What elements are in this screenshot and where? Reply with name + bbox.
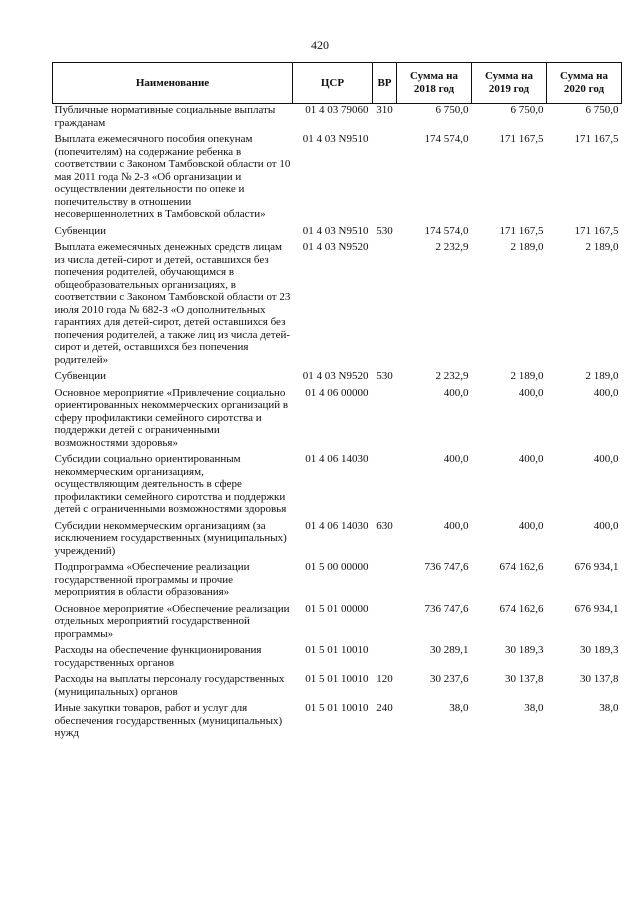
row-sum-2020: 676 934,1	[574, 561, 619, 573]
row-vr	[373, 561, 397, 603]
row-vr	[373, 603, 397, 645]
table-header	[53, 63, 622, 104]
row-sum-2019: 400,0	[518, 519, 544, 532]
row-vr: 120	[376, 673, 393, 685]
row-name: Публичные нормативные социальные выплаты гражданам	[54, 104, 276, 129]
row-sum-2019: 400,0	[518, 386, 544, 399]
row-sum-2018: 30 237,6	[430, 673, 469, 685]
header-sum-2018: Сумма на 2018 год	[397, 63, 472, 104]
row-csr: 01 5 01 10010	[305, 644, 369, 656]
row-sum-2020: 30 137,8	[580, 673, 619, 685]
row-sum-2018: 6 750,0	[435, 104, 469, 116]
row-sum-2019: 171 167,5	[499, 224, 544, 237]
row-sum-2020: 6 750,0	[585, 104, 619, 116]
row-name: Основное мероприятие «Привлечение социально ориентированных некоммерческих организаций в сферу профилактики семейного сиротства и поддержки детей с ограниченными возможностями здоровья»	[54, 386, 289, 449]
row-csr: 01 4 06 00000	[305, 386, 369, 399]
row-vr	[373, 133, 397, 225]
table-row	[53, 104, 622, 134]
row-csr: 01 4 06 14030	[305, 519, 369, 532]
budget-table	[52, 62, 622, 744]
row-sum-2018: 30 289,1	[430, 644, 469, 656]
table-row	[53, 453, 622, 520]
row-sum-2019: 400,0	[518, 453, 544, 465]
row-csr: 01 5 01 00000	[305, 602, 369, 615]
row-sum-2019: 30 137,8	[505, 673, 544, 685]
row-name: Расходы на выплаты персоналу государственных (муниципальных) органов	[54, 673, 285, 698]
header-sum-2020: Сумма на 2020 год	[547, 63, 622, 104]
table-row	[53, 673, 622, 702]
table-row	[53, 241, 622, 370]
row-sum-2018: 400,0	[443, 453, 469, 465]
row-sum-2020: 30 189,3	[580, 644, 619, 656]
row-sum-2020: 400,0	[593, 453, 619, 465]
row-vr: 530	[376, 370, 393, 382]
table-row	[53, 603, 622, 645]
row-vr	[373, 241, 397, 370]
table-row	[53, 702, 622, 744]
row-csr: 01 4 06 14030	[305, 453, 369, 465]
row-vr: 240	[376, 702, 393, 714]
row-name: Расходы на обеспечение функционирования государственных органов	[54, 644, 262, 669]
row-name: Субсидии некоммерческим организациям (за исключением государственных (муниципальных) учреждений)	[54, 519, 287, 557]
row-name: Подпрограмма «Обеспечение реализации государственной программы и прочие мероприятия в области образования»	[54, 561, 250, 598]
row-name: Субвенции	[54, 224, 107, 237]
table-body	[53, 104, 622, 744]
row-vr: 630	[376, 519, 393, 532]
row-name: Выплата ежемесячного пособия опекунам (попечителям) на содержание ребенка в соответствии с Законом Тамбовской области от 10 мая 2011 года № 2-З «Об организации и осуществлении деятельности по опеке и попечительству в отношении несовершеннолетних в Тамбовской области»	[54, 133, 291, 220]
row-sum-2018: 400,0	[443, 386, 469, 399]
row-sum-2019: 30 189,3	[505, 644, 544, 656]
table-row	[53, 387, 622, 454]
row-csr: 01 4 03 N9520	[302, 241, 369, 253]
row-vr: 310	[376, 104, 393, 116]
row-sum-2020: 2 189,0	[585, 241, 619, 253]
row-vr	[373, 387, 397, 454]
header-csr: ЦСР	[293, 63, 373, 104]
row-sum-2020: 400,0	[593, 519, 619, 532]
row-sum-2020: 2 189,0	[585, 370, 619, 382]
row-name: Субсидии социально ориентированным некоммерческим организациям, осуществляющим деятельность в сфере профилактики семейного сиротства и поддержки детей с ограниченными возможностями здоровья	[54, 453, 287, 515]
row-sum-2020: 38,0	[599, 702, 619, 714]
row-sum-2018: 2 232,9	[435, 241, 469, 253]
row-csr: 01 4 03 N9510	[302, 133, 369, 145]
row-name: Основное мероприятие «Обеспечение реализации отдельных мероприятий государственной программы»	[54, 602, 290, 640]
row-csr: 01 5 00 00000	[305, 561, 369, 573]
row-vr	[373, 453, 397, 520]
row-vr	[373, 644, 397, 673]
table-row	[53, 370, 622, 387]
row-sum-2018: 174 574,0	[424, 133, 469, 145]
row-sum-2020: 171 167,5	[574, 133, 619, 145]
row-csr: 01 5 01 10010	[305, 673, 369, 685]
table-row	[53, 225, 622, 242]
row-sum-2019: 6 750,0	[510, 104, 544, 116]
table-row	[53, 520, 622, 562]
row-csr: 01 5 01 10010	[305, 702, 369, 714]
row-sum-2020: 676 934,1	[574, 602, 619, 615]
row-sum-2018: 736 747,6	[424, 602, 469, 615]
row-sum-2019: 38,0	[524, 702, 544, 714]
header-name: Наименование	[53, 63, 293, 104]
table-row	[53, 561, 622, 603]
row-sum-2019: 674 162,6	[499, 561, 544, 573]
row-sum-2018: 400,0	[443, 519, 469, 532]
row-csr: 01 4 03 79060	[305, 104, 369, 116]
table-row	[53, 133, 622, 225]
table-row	[53, 644, 622, 673]
header-vr: ВР	[373, 63, 397, 104]
row-sum-2018: 38,0	[449, 702, 469, 714]
row-sum-2019: 674 162,6	[499, 602, 544, 615]
row-sum-2018: 2 232,9	[435, 370, 469, 382]
header-sum-2019: Сумма на 2019 год	[472, 63, 547, 104]
row-name: Выплата ежемесячных денежных средств лицам из числа детей-сирот и детей, оставшихся без попечения родителей, обучающимся в общеобразовательных организациях, в соответствии с Законом Тамбовской области от 23 июля 2010 года № 682-З «О дополнительных гарантиях для детей-сирот, детей оставшихся без попечения родителей, а также лиц из числа детей-сирот и детей, оставшихся без попечения родителей»	[54, 241, 291, 366]
row-sum-2019: 171 167,5	[499, 133, 544, 145]
row-sum-2019: 2 189,0	[510, 370, 544, 382]
row-sum-2020: 400,0	[593, 386, 619, 399]
page-number: 420	[311, 38, 329, 52]
row-sum-2020: 171 167,5	[574, 224, 619, 237]
row-name: Иные закупки товаров, работ и услуг для обеспечения государственных (муниципальных) нужд	[54, 702, 283, 739]
row-csr: 01 4 03 N9510	[302, 224, 369, 237]
row-sum-2019: 2 189,0	[510, 241, 544, 253]
row-sum-2018: 174 574,0	[424, 224, 469, 237]
row-vr: 530	[376, 224, 393, 237]
row-csr: 01 4 03 N9520	[302, 370, 369, 382]
row-name: Субвенции	[54, 370, 107, 382]
row-sum-2018: 736 747,6	[424, 561, 469, 573]
